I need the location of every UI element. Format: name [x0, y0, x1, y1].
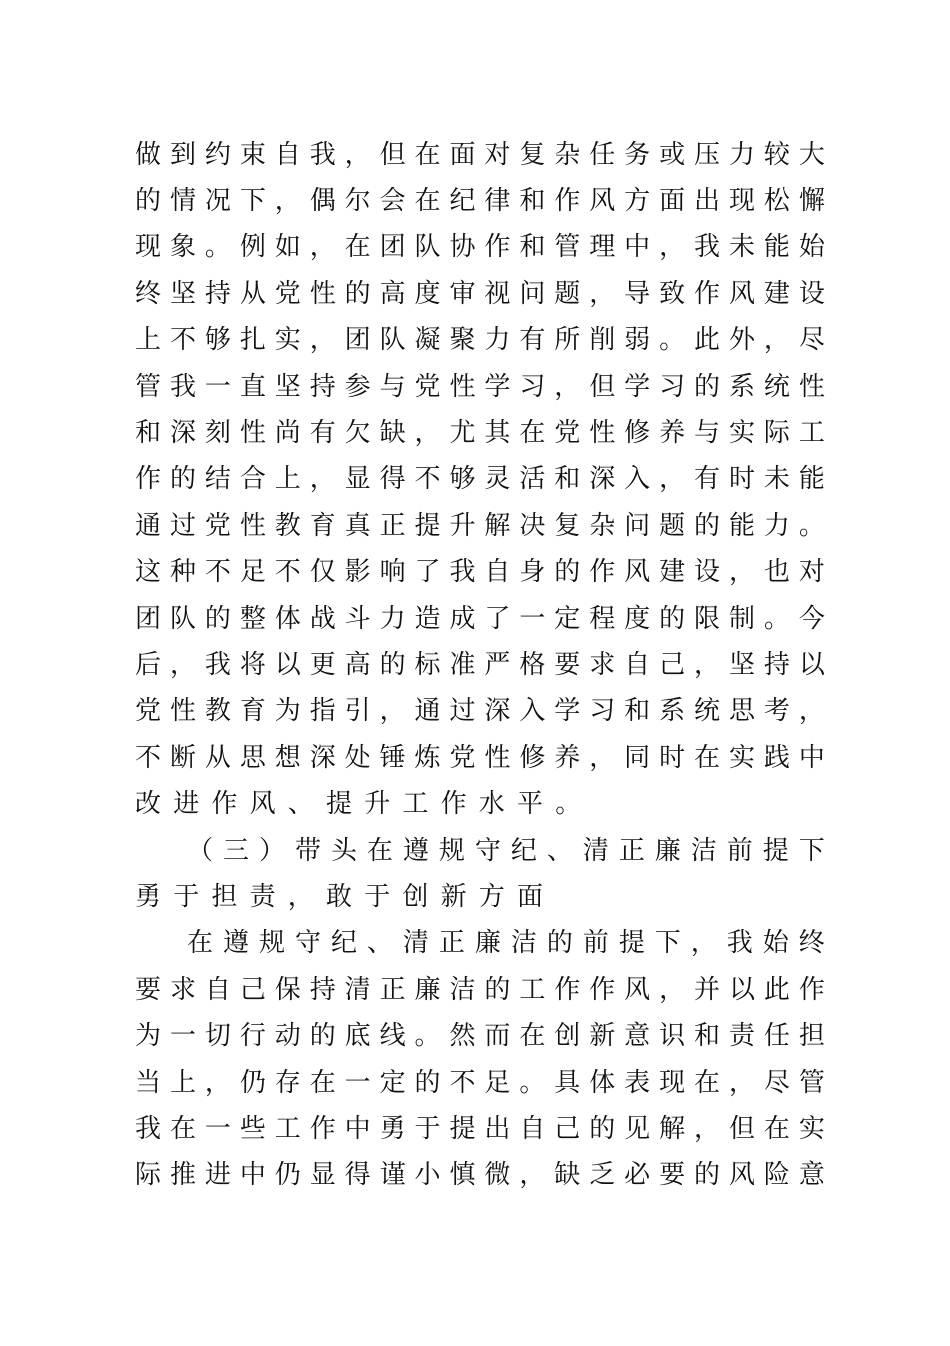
- para-1-line-15: 改进作风、提升工作水平。: [135, 789, 594, 820]
- para-1-line-8: 作 的 结 合 上 ， 显 得 不 够 灵 活 和 深 入 ， 有 时 未 能: [135, 464, 825, 495]
- para-1-line-3: 现 象 。 例 如 ， 在 团 队 协 作 和 管 理 中 ， 我 未 能 始: [135, 232, 825, 263]
- section-heading-line-1: （ 三 ） 带 头 在 遵 规 守 纪 、 清 正 廉 洁 前 提 下: [187, 835, 825, 866]
- para-2-line-2: 要 求 自 己 保 持 清 正 廉 洁 的 工 作 作 风 ， 并 以 此 作: [135, 974, 825, 1005]
- para-1-line-11: 团 队 的 整 体 战 斗 力 造 成 了 一 定 程 度 的 限 制 。 今: [135, 603, 825, 634]
- para-1-line-9: 通 过 党 性 教 育 真 正 提 升 解 决 复 杂 问 题 的 能 力 。: [135, 510, 825, 541]
- para-2-line-6: 际 推 进 中 仍 显 得 谨 小 慎 微 ， 缺 乏 必 要 的 风 险 意: [135, 1160, 825, 1191]
- section-heading-line-2: 勇于担责，敢于创新方面: [135, 881, 556, 912]
- para-2-line-1: 在 遵 规 守 纪 、 清 正 廉 洁 的 前 提 下 ， 我 始 终: [187, 928, 825, 959]
- para-1-line-7: 和 深 刻 性 尚 有 欠 缺 ， 尤 其 在 党 性 修 养 与 实 际 工: [135, 418, 825, 449]
- document-body-text: [135, 129, 825, 1196]
- para-1-line-14: 不 断 从 思 想 深 处 锤 炼 党 性 修 养 ， 同 时 在 实 践 中: [135, 742, 825, 773]
- para-1-line-4: 终 坚 持 从 党 性 的 高 度 审 视 问 题 ， 导 致 作 风 建 设: [135, 278, 825, 309]
- para-1-line-12: 后 ， 我 将 以 更 高 的 标 准 严 格 要 求 自 己 ， 坚 持 以: [135, 649, 825, 680]
- para-2-line-4: 当 上 ， 仍 存 在 一 定 的 不 足 。 具 体 表 现 在 ， 尽 管: [135, 1067, 825, 1098]
- para-1-line-2: 的 情 况 下 ， 偶 尔 会 在 纪 律 和 作 风 方 面 出 现 松 懈: [135, 186, 825, 217]
- para-1-line-1: 做 到 约 束 自 我 ， 但 在 面 对 复 杂 任 务 或 压 力 较 大: [135, 139, 825, 170]
- para-1-line-6: 管 我 一 直 坚 持 参 与 党 性 学 习 ， 但 学 习 的 系 统 性: [135, 371, 825, 402]
- para-2-line-5: 我 在 一 些 工 作 中 勇 于 提 出 自 己 的 见 解 ， 但 在 实: [135, 1113, 825, 1144]
- para-1-line-5: 上 不 够 扎 实 ， 团 队 凝 聚 力 有 所 削 弱 。 此 外 ， 尽: [135, 325, 825, 356]
- para-1-line-10: 这 种 不 足 不 仅 影 响 了 我 自 身 的 作 风 建 设 ， 也 对: [135, 557, 825, 588]
- para-1-line-13: 党 性 教 育 为 指 引 ， 通 过 深 入 学 习 和 系 统 思 考 ，: [135, 696, 825, 727]
- para-2-line-3: 为 一 切 行 动 的 底 线 。 然 而 在 创 新 意 识 和 责 任 担: [135, 1021, 825, 1052]
